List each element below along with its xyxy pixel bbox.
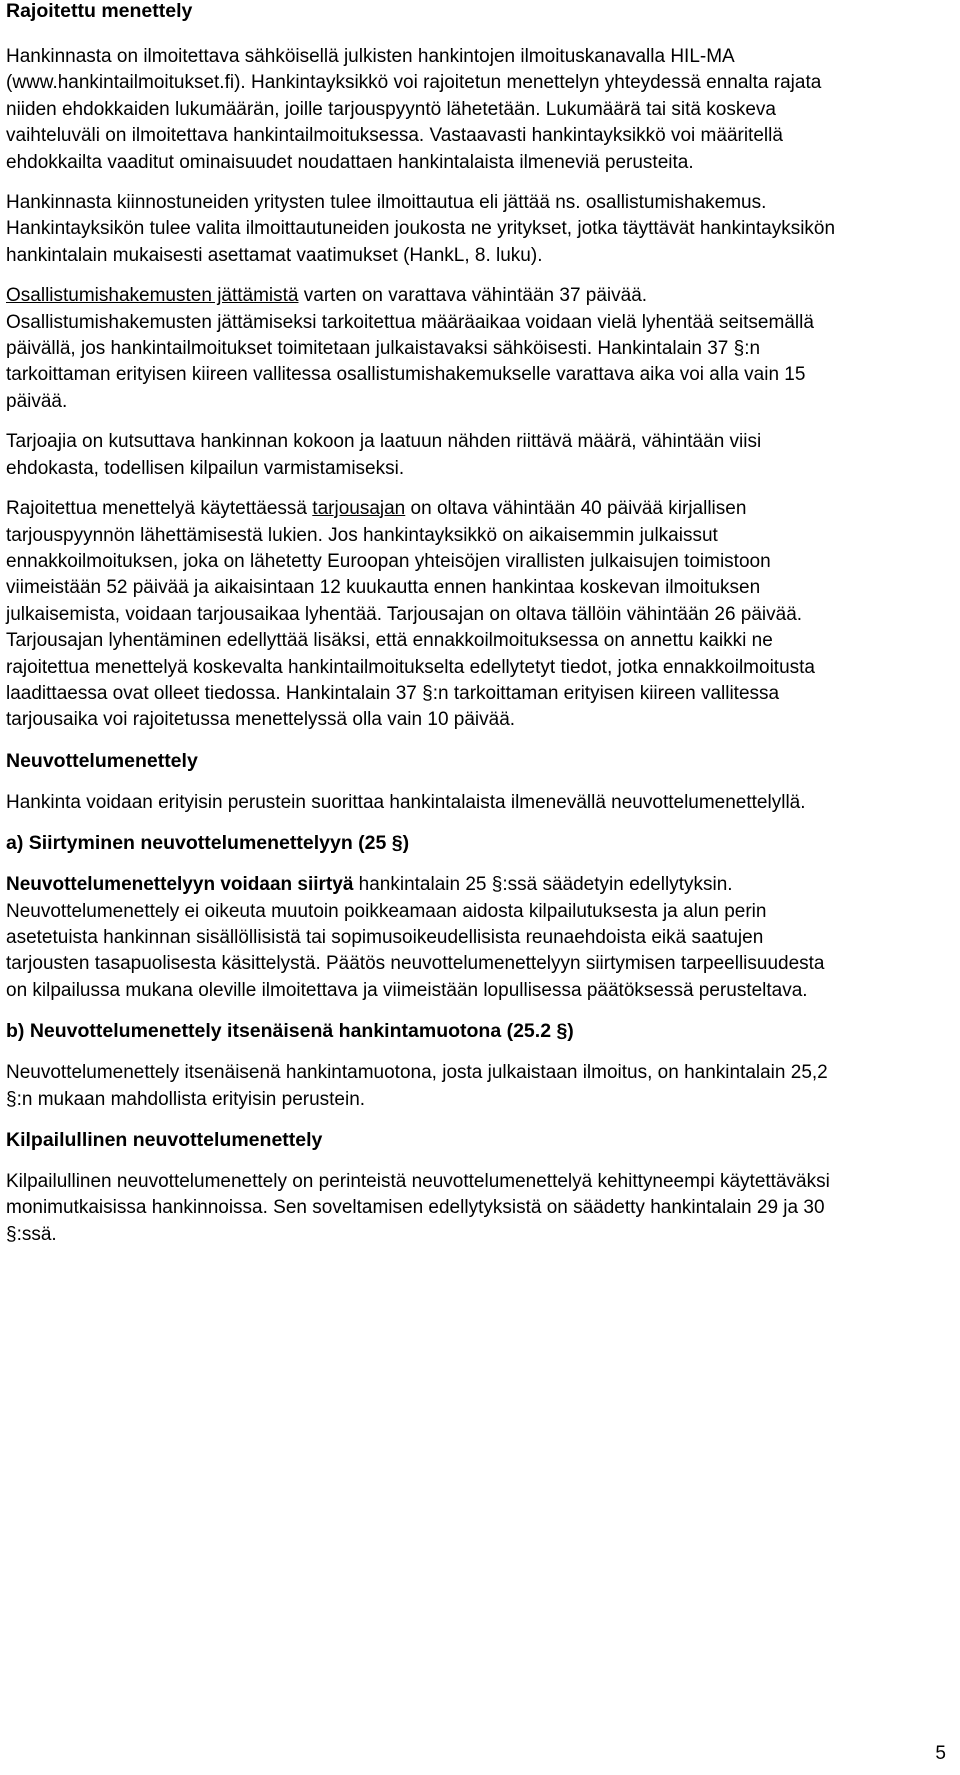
paragraph-participation-deadline	[6, 283, 840, 415]
paragraph-candidate-count: Tarjoajia on kutsuttava hankinnan kokoon ja laatuun nähden riittävä määrä, vähintään viisi ehdokasta, todellisen kilpailun varmistamiseksi.	[6, 431, 762, 479]
document-page	[6, 0, 840, 1248]
paragraph-tender-period	[6, 496, 840, 734]
section-heading-rajoitettu-menettely: Rajoitettu menettely	[6, 0, 193, 22]
section-heading-competitive-dialogue: Kilpailullinen neuvottelumenettely	[6, 1129, 323, 1151]
section-heading-neuvottelumenettely: Neuvottelumenettely	[6, 749, 198, 772]
paragraph-text: Rajoitettua menettelyä käytettäessä	[6, 498, 313, 520]
paragraph-independent-procurement: Neuvottelumenettely itsenäisenä hankintamuotona, josta julkaistaan ilmoitus, on hankintalain 25,2 §:n mukaan mahdollista erityisin perustein.	[6, 1062, 828, 1110]
paragraph-participation-request: Hankinnasta kiinnostuneiden yritysten tulee ilmoittautua eli jättää ns. osallistumishakemus. Hankintayksikön tulee valita ilmoittautuneiden joukosta ne yritykset, jotka täyttävät hankintayksikön hankintalain mukaisesti asettamat vaatimukset (HankL, 8. luku).	[6, 192, 836, 266]
paragraph-text: varten on varattava vähintään 37 päivää. Osallistumishakemusten jättämiseksi tarkoitettua määräaikaa voidaan vielä lyhentää seitsemällä päivällä, jos hankintailmoitukset toimitetaan julkaistavaksi sähköisesti. Hankintalain 37 §:n tarkoittaman erityisen kiireen vallitessa osallistumishakemukselle varattava aika voi alla vain 15 päivää.	[6, 285, 814, 412]
page-number: 5	[935, 1743, 946, 1764]
subheading-independent-procurement: b) Neuvottelumenettely itsenäisenä hankintamuotona (25.2 §)	[6, 1020, 574, 1043]
paragraph-competitive-dialogue: Kilpailullinen neuvottelumenettely on perinteistä neuvottelumenettelyä kehittyneempi käytettäväksi monimutkaisissa hankinnoissa. Sen soveltamisen edellytyksistä on säädetty hankintalain 29 ja 30 §:ssä.	[6, 1171, 830, 1245]
bold-lead-text: Neuvottelumenettelyyn voidaan siirtyä	[6, 874, 354, 896]
paragraph-text: on oltava vähintään 40 päivää kirjallisen tarjouspyynnön lähettämisestä lukien. Jos hankintayksikkö on aikaisemmin julkaissut ennakkoilmoituksen, joka on lähetetty Euroopan yhteisöjen virallisten julkaisujen toimistoon viimeistään 52 päivää ja aikaisintaan 12 kuukautta ennen hankintaa koskevan ilmoituksen julkaisemista, voidaan tarjousaikaa lyhentää. Tarjousajan on oltava tällöin vähintään 26 päivää. Tarjousajan lyhentäminen edellyttää lisäksi, että ennakkoilmoituksessa on annettu kaikki ne rajoitettua menettelyä koskevalta hankintailmoitukselta edellytetyt tiedot, jotka ennakkoilmoitusta laadittaessa ovat olleet tiedossa. Hankintalain 37 §:n tarkoittaman erityisen kiireen vallitessa tarjousaika voi rajoitetussa menettelyssä olla vain 10 päivää.	[6, 498, 815, 731]
underlined-term-participation: Osallistumishakemusten jättämistä	[6, 285, 299, 307]
paragraph-text: hankintalain 25 §:ssä säädetyin edellytyksin. Neuvottelumenettely ei oikeuta muutoin poikkeamaan aidosta kilpailutuksesta ja alun perin asetetuista hankinnan sisällöllisistä tai sopimusoikeudellisista reunaehdoista eikä saatujen tarjousten tasapuolisesta käsittelystä. Päätös neuvottelumenettelyyn siirtymisen tarpeellisuudesta on kilpailussa mukana oleville ilmoitettava ja viimeistään lopullisessa päätöksessä perusteltava.	[6, 874, 825, 1001]
paragraph-transition	[6, 872, 840, 1004]
underlined-term-tender-period: tarjousajan	[312, 498, 406, 520]
subheading-transition: a) Siirtyminen neuvottelumenettelyyn (25 §)	[6, 832, 410, 855]
paragraph-negotiated-procedure: Hankinta voidaan erityisin perustein suorittaa hankintalaista ilmenevällä neuvottelumenettelyllä.	[6, 791, 806, 813]
paragraph-hilma-notice: Hankinnasta on ilmoitettava sähköisellä julkisten hankintojen ilmoituskanavalla HIL-MA (www.hankintailmoitukset.fi). Hankintayksikkö voi rajoitetun menettelyn yhteydessä ennalta rajata niiden ehdokkaiden lukumäärän, joille tarjouspyyntö lähetetään. Lukumäärä tai sitä koskeva vaihteluväli on ilmoitettava hankintailmoituksessa. Vastaavasti hankintayksikkö voi määritellä ehdokkailta vaaditut ominaisuudet noudattaen hankintalaista ilmeneviä perusteita.	[6, 46, 822, 173]
